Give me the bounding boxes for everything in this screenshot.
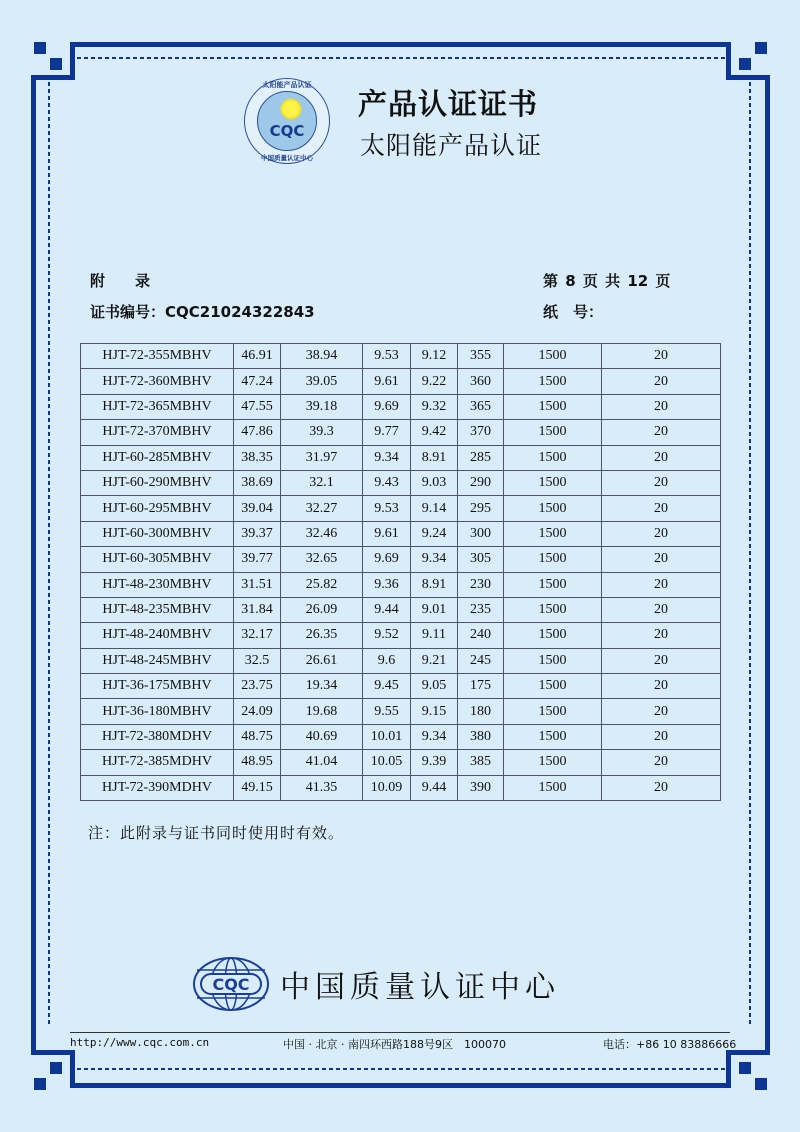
model-cell: HJT-60-285MBHV — [81, 445, 234, 470]
table-row — [81, 369, 721, 394]
value-cell: 9.69 — [363, 394, 411, 419]
value-cell: 20 — [602, 623, 721, 648]
value-cell: 9.03 — [411, 470, 458, 495]
value-cell: 9.15 — [411, 699, 458, 724]
table-row — [81, 420, 721, 445]
value-cell: 9.39 — [411, 750, 458, 775]
value-cell: 1500 — [504, 547, 602, 572]
value-cell: 20 — [602, 572, 721, 597]
value-cell: 9.34 — [411, 724, 458, 749]
model-cell: HJT-72-370MBHV — [81, 420, 234, 445]
seal-top-text: 太阳能产品认证 — [262, 81, 312, 89]
table-row — [81, 394, 721, 419]
value-cell: 9.05 — [411, 674, 458, 699]
corner-square — [739, 58, 751, 70]
value-cell: 9.44 — [363, 597, 411, 622]
value-cell: 9.34 — [363, 445, 411, 470]
phone: 电话：+86 10 83886666 — [603, 1038, 737, 1051]
model-cell: HJT-60-290MBHV — [81, 470, 234, 495]
value-cell: 20 — [602, 724, 721, 749]
sun-icon — [280, 98, 302, 120]
model-cell: HJT-48-230MBHV — [81, 572, 234, 597]
value-cell: 9.24 — [411, 521, 458, 546]
value-cell: 240 — [458, 623, 504, 648]
value-cell: 9.32 — [411, 394, 458, 419]
value-cell: 39.3 — [281, 420, 363, 445]
corner-square — [739, 1062, 751, 1074]
model-cell: HJT-72-355MBHV — [81, 344, 234, 369]
model-cell: HJT-72-380MDHV — [81, 724, 234, 749]
value-cell: 230 — [458, 572, 504, 597]
appendix-label: 附 录 — [90, 272, 151, 290]
model-cell: HJT-60-295MBHV — [81, 496, 234, 521]
value-cell: 39.04 — [234, 496, 281, 521]
value-cell: 295 — [458, 496, 504, 521]
value-cell: 1500 — [504, 674, 602, 699]
model-cell: HJT-36-180MBHV — [81, 699, 234, 724]
value-cell: 9.34 — [411, 547, 458, 572]
organization-name: 中国质量认证中心 — [280, 970, 560, 1005]
certificate-title: 产品认证证书 — [358, 87, 539, 121]
value-cell: 385 — [458, 750, 504, 775]
table-row — [81, 344, 721, 369]
value-cell: 9.36 — [363, 572, 411, 597]
seal-inner-circle — [257, 91, 317, 151]
cqc-solar-seal-logo — [244, 78, 330, 164]
value-cell: 20 — [602, 674, 721, 699]
value-cell: 39.18 — [281, 394, 363, 419]
value-cell: 41.35 — [281, 775, 363, 800]
value-cell: 19.34 — [281, 674, 363, 699]
value-cell: 235 — [458, 597, 504, 622]
model-cell: HJT-36-175MBHV — [81, 674, 234, 699]
value-cell: 20 — [602, 496, 721, 521]
value-cell: 20 — [602, 445, 721, 470]
value-cell: 31.51 — [234, 572, 281, 597]
value-cell: 305 — [458, 547, 504, 572]
value-cell: 32.17 — [234, 623, 281, 648]
value-cell: 1500 — [504, 521, 602, 546]
value-cell: 26.61 — [281, 648, 363, 673]
value-cell: 365 — [458, 394, 504, 419]
value-cell: 41.04 — [281, 750, 363, 775]
model-cell: HJT-72-390MDHV — [81, 775, 234, 800]
value-cell: 31.97 — [281, 445, 363, 470]
value-cell: 1500 — [504, 420, 602, 445]
table-row — [81, 496, 721, 521]
value-cell: 1500 — [504, 445, 602, 470]
value-cell: 1500 — [504, 623, 602, 648]
website-link[interactable]: http://www.cqc.com.cn — [70, 1036, 210, 1049]
product-model-table — [80, 343, 721, 801]
value-cell: 32.65 — [281, 547, 363, 572]
value-cell: 38.69 — [234, 470, 281, 495]
value-cell: 9.44 — [411, 775, 458, 800]
table-row — [81, 699, 721, 724]
value-cell: 32.1 — [281, 470, 363, 495]
value-cell: 360 — [458, 369, 504, 394]
model-cell: HJT-48-245MBHV — [81, 648, 234, 673]
value-cell: 24.09 — [234, 699, 281, 724]
corner-square — [34, 1078, 46, 1090]
model-cell: HJT-72-360MBHV — [81, 369, 234, 394]
value-cell: 9.22 — [411, 369, 458, 394]
value-cell: 1500 — [504, 344, 602, 369]
value-cell: 9.01 — [411, 597, 458, 622]
value-cell: 48.75 — [234, 724, 281, 749]
value-cell: 20 — [602, 597, 721, 622]
value-cell: 1500 — [504, 369, 602, 394]
value-cell: 390 — [458, 775, 504, 800]
corner-square — [50, 58, 62, 70]
table-row — [81, 547, 721, 572]
model-cell: HJT-60-305MBHV — [81, 547, 234, 572]
value-cell: 8.91 — [411, 572, 458, 597]
cert-number-row — [90, 301, 315, 322]
value-cell: 20 — [602, 369, 721, 394]
svg-text:CQC: CQC — [212, 975, 250, 994]
value-cell: 47.24 — [234, 369, 281, 394]
value-cell: 290 — [458, 470, 504, 495]
value-cell: 9.61 — [363, 521, 411, 546]
model-cell: HJT-72-385MDHV — [81, 750, 234, 775]
value-cell: 180 — [458, 699, 504, 724]
table-row — [81, 445, 721, 470]
value-cell: 48.95 — [234, 750, 281, 775]
value-cell: 26.35 — [281, 623, 363, 648]
value-cell: 9.11 — [411, 623, 458, 648]
value-cell: 9.14 — [411, 496, 458, 521]
table-row — [81, 623, 721, 648]
value-cell: 175 — [458, 674, 504, 699]
page-info: 第 8 页 共 12 页 — [543, 272, 671, 290]
table-row — [81, 674, 721, 699]
value-cell: 20 — [602, 470, 721, 495]
value-cell: 32.27 — [281, 496, 363, 521]
value-cell: 25.82 — [281, 572, 363, 597]
value-cell: 32.46 — [281, 521, 363, 546]
value-cell: 26.09 — [281, 597, 363, 622]
table-row — [81, 724, 721, 749]
cert-number-label: 证书编号： — [90, 303, 166, 321]
value-cell: 20 — [602, 420, 721, 445]
corner-square — [755, 42, 767, 54]
value-cell: 9.12 — [411, 344, 458, 369]
table-row — [81, 648, 721, 673]
value-cell: 20 — [602, 775, 721, 800]
table-row — [81, 750, 721, 775]
value-cell: 1500 — [504, 750, 602, 775]
value-cell: 9.53 — [363, 496, 411, 521]
value-cell: 20 — [602, 521, 721, 546]
value-cell: 10.01 — [363, 724, 411, 749]
table-row — [81, 470, 721, 495]
model-cell: HJT-60-300MBHV — [81, 521, 234, 546]
value-cell: 9.6 — [363, 648, 411, 673]
value-cell: 20 — [602, 547, 721, 572]
value-cell: 1500 — [504, 572, 602, 597]
model-cell: HJT-48-235MBHV — [81, 597, 234, 622]
value-cell: 9.55 — [363, 699, 411, 724]
value-cell: 9.42 — [411, 420, 458, 445]
model-cell: HJT-48-240MBHV — [81, 623, 234, 648]
corner-square — [50, 1062, 62, 1074]
value-cell: 1500 — [504, 597, 602, 622]
value-cell: 9.61 — [363, 369, 411, 394]
value-cell: 300 — [458, 521, 504, 546]
value-cell: 355 — [458, 344, 504, 369]
value-cell: 245 — [458, 648, 504, 673]
value-cell: 1500 — [504, 775, 602, 800]
value-cell: 38.94 — [281, 344, 363, 369]
address: 中国 · 北京 · 南四环西路188号9区 100070 — [283, 1038, 506, 1051]
value-cell: 1500 — [504, 470, 602, 495]
value-cell: 9.69 — [363, 547, 411, 572]
value-cell: 1500 — [504, 724, 602, 749]
corner-square — [34, 42, 46, 54]
value-cell: 285 — [458, 445, 504, 470]
paper-number-label: 纸 号： — [543, 303, 604, 321]
value-cell: 1500 — [504, 496, 602, 521]
table-row — [81, 572, 721, 597]
table-row — [81, 597, 721, 622]
certificate-subtitle: 太阳能产品认证 — [360, 131, 543, 160]
corner-square — [755, 1078, 767, 1090]
value-cell: 20 — [602, 394, 721, 419]
cert-number: CQC21024322843 — [165, 303, 315, 321]
table-row — [81, 521, 721, 546]
value-cell: 10.09 — [363, 775, 411, 800]
value-cell: 20 — [602, 344, 721, 369]
value-cell: 39.05 — [281, 369, 363, 394]
value-cell: 9.77 — [363, 420, 411, 445]
footer-divider — [70, 1032, 730, 1033]
model-cell: HJT-72-365MBHV — [81, 394, 234, 419]
value-cell: 49.15 — [234, 775, 281, 800]
value-cell: 9.43 — [363, 470, 411, 495]
value-cell: 20 — [602, 750, 721, 775]
table-row — [81, 775, 721, 800]
value-cell: 9.21 — [411, 648, 458, 673]
seal-cqc-text: CQC — [269, 122, 305, 140]
value-cell: 8.91 — [411, 445, 458, 470]
value-cell: 47.55 — [234, 394, 281, 419]
value-cell: 32.5 — [234, 648, 281, 673]
value-cell: 9.45 — [363, 674, 411, 699]
value-cell: 1500 — [504, 394, 602, 419]
value-cell: 47.86 — [234, 420, 281, 445]
value-cell: 1500 — [504, 699, 602, 724]
value-cell: 46.91 — [234, 344, 281, 369]
value-cell: 370 — [458, 420, 504, 445]
value-cell: 380 — [458, 724, 504, 749]
value-cell: 20 — [602, 699, 721, 724]
cqc-globe-logo — [192, 956, 270, 1012]
value-cell: 1500 — [504, 648, 602, 673]
value-cell: 19.68 — [281, 699, 363, 724]
value-cell: 39.77 — [234, 547, 281, 572]
value-cell: 39.37 — [234, 521, 281, 546]
value-cell: 20 — [602, 648, 721, 673]
value-cell: 31.84 — [234, 597, 281, 622]
value-cell: 9.53 — [363, 344, 411, 369]
value-cell: 9.52 — [363, 623, 411, 648]
value-cell: 10.05 — [363, 750, 411, 775]
validity-note: 注：此附录与证书同时使用时有效。 — [88, 824, 345, 842]
value-cell: 40.69 — [281, 724, 363, 749]
value-cell: 23.75 — [234, 674, 281, 699]
value-cell: 38.35 — [234, 445, 281, 470]
seal-bottom-text: 中国质量认证中心 — [261, 154, 313, 162]
